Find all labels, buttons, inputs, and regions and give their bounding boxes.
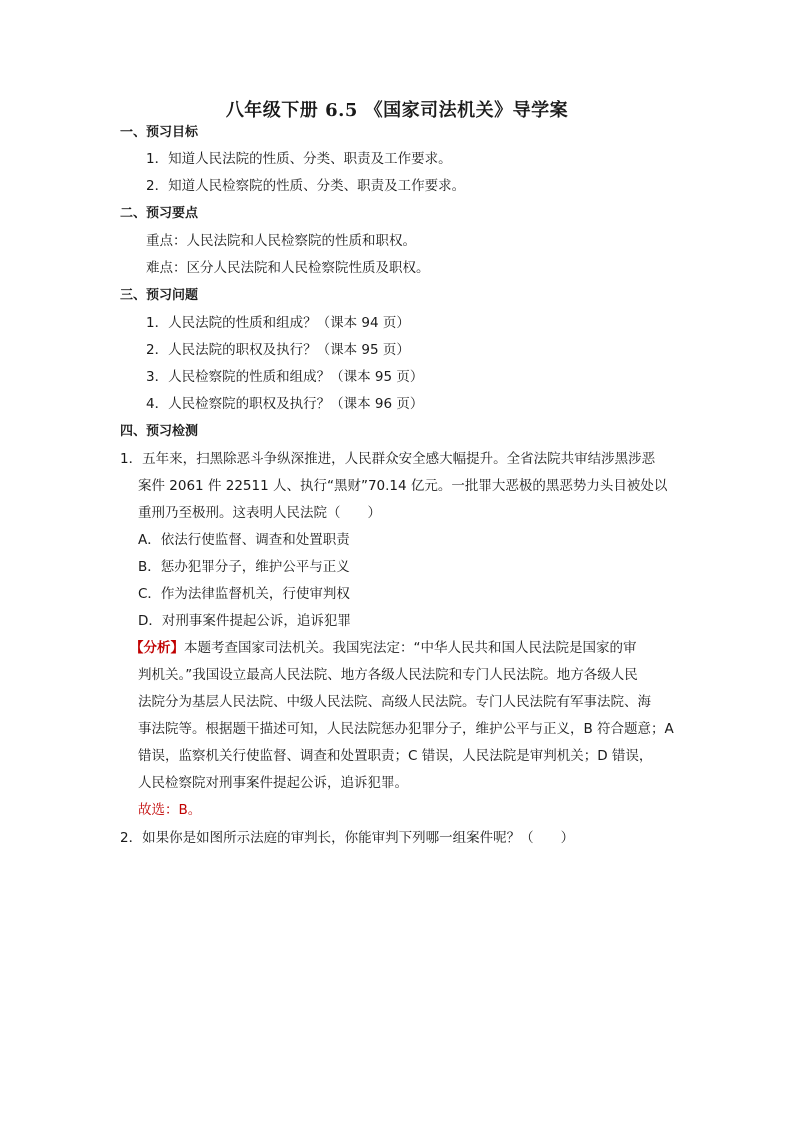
q2-stem: 2．如果你是如图所示法庭的审判长，你能审判下列哪一组案件呢？（ ） [120, 830, 575, 846]
question-item: 3．人民检察院的性质和组成？（课本 95 页） [146, 369, 424, 385]
q1-stem-line: 案件 2061 件 22511 人、执行“黑财”70.14 亿元。一批罪大恶极的黑恶势力头目被处以 [138, 478, 668, 494]
q1-stem-line: 重刑乃至极刑。这表明人民法院（ ） [138, 505, 381, 521]
q1-option-c: C．作为法律监督机关，行使审判权 [138, 586, 350, 602]
section-heading-goals: 一、预习目标 [120, 125, 199, 140]
section-heading-questions: 三、预习问题 [120, 288, 199, 303]
q1-analysis-line [130, 639, 637, 657]
question-item: 1．人民法院的性质和组成？（课本 94 页） [146, 315, 410, 331]
section-heading-check: 四、预习检测 [120, 424, 199, 439]
q1-analysis-line: 判机关。”我国设立最高人民法院、地方各级人民法院和专门人民法院。地方各级人民 [138, 667, 638, 683]
q1-option-b: B．惩办犯罪分子，维护公平与正义 [138, 559, 350, 575]
key-point-item: 重点：人民法院和人民检察院的性质和职权。 [146, 233, 416, 249]
goal-item: 1．知道人民法院的性质、分类、职责及工作要求。 [146, 151, 452, 167]
q1-analysis-line: 法院分为基层人民法院、中级人民法院、高级人民法院。专门人民法院有军事法院、海 [138, 694, 651, 710]
question-item: 4．人民检察院的职权及执行？（课本 96 页） [146, 396, 424, 412]
key-point-item: 难点：区分人民法院和人民检察院性质及职权。 [146, 260, 430, 276]
q1-analysis-line: 错误，监察机关行使监督、调查和处置职责；C 错误，人民法院是审判机关；D 错误， [138, 748, 653, 764]
q1-analysis-line: 事法院等。根据题干描述可知，人民法院惩办犯罪分子，维护公平与正义，B 符合题意；A [138, 721, 674, 737]
q1-option-a: A．依法行使监督、调查和处置职责 [138, 532, 350, 548]
analysis-tag: 【分析】 [130, 640, 184, 656]
analysis-text: 本题考查国家司法机关。我国宪法定：“中华人民共和国人民法院是国家的审 [184, 640, 637, 656]
goal-item: 2．知道人民检察院的性质、分类、职责及工作要求。 [146, 178, 466, 194]
q1-answer: 故选：B。 [138, 802, 202, 818]
document-title: 八年级下册 6.5 《国家司法机关》导学案 [225, 100, 569, 121]
q1-option-d: D．对刑事案件提起公诉，追诉犯罪 [138, 613, 351, 629]
q1-analysis-line: 人民检察院对刑事案件提起公诉，追诉犯罪。 [138, 775, 408, 791]
q1-stem-line: 1．五年来，扫黑除恶斗争纵深推进，人民群众安全感大幅提升。全省法院共审结涉黑涉恶 [120, 451, 656, 467]
section-heading-key-points: 二、预习要点 [120, 206, 199, 221]
question-item: 2．人民法院的职权及执行？（课本 95 页） [146, 342, 410, 358]
